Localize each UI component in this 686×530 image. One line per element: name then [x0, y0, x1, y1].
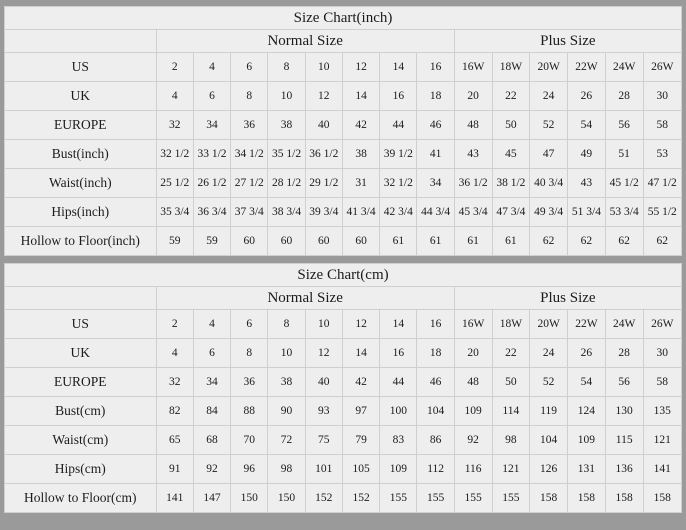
- cell: 59: [156, 227, 193, 256]
- cell: 36 1/2: [454, 169, 492, 198]
- cell: 10: [305, 310, 342, 339]
- cell: 109: [454, 397, 492, 426]
- row-label: Hips(cm): [5, 455, 156, 484]
- cell: 16: [417, 53, 454, 82]
- cell: 104: [417, 397, 454, 426]
- cell: 6: [231, 310, 268, 339]
- cell: 38 1/2: [492, 169, 530, 198]
- cell: 135: [643, 397, 681, 426]
- cell: 158: [530, 484, 568, 513]
- cell: 158: [605, 484, 643, 513]
- table-row: [5, 310, 681, 339]
- chart-title: Size Chart(cm): [5, 264, 681, 287]
- size-chart-cm-table: [5, 264, 681, 512]
- table-row: [5, 82, 681, 111]
- cell: 96: [231, 455, 268, 484]
- cell: 18W: [492, 310, 530, 339]
- row-label: EUROPE: [5, 368, 156, 397]
- cell: 10: [305, 53, 342, 82]
- cell: 126: [530, 455, 568, 484]
- table-row: [5, 368, 681, 397]
- cell: 22: [492, 339, 530, 368]
- cell: 61: [454, 227, 492, 256]
- cell: 32 1/2: [380, 169, 417, 198]
- cell: 30: [643, 339, 681, 368]
- cell: 53: [643, 140, 681, 169]
- cell: 16W: [454, 310, 492, 339]
- cell: 14: [380, 53, 417, 82]
- cell: 82: [156, 397, 193, 426]
- cell: 28: [605, 339, 643, 368]
- cell: 2: [156, 53, 193, 82]
- cell: 61: [492, 227, 530, 256]
- cell: 44: [380, 111, 417, 140]
- table-row: [5, 140, 681, 169]
- cell: 92: [193, 455, 230, 484]
- cell: 6: [193, 82, 230, 111]
- cell: 8: [268, 53, 305, 82]
- cell: 59: [193, 227, 230, 256]
- cell: 26: [568, 82, 606, 111]
- cell: 8: [268, 310, 305, 339]
- cell: 114: [492, 397, 530, 426]
- cell: 28: [605, 82, 643, 111]
- cell: 119: [530, 397, 568, 426]
- table-row: [5, 198, 681, 227]
- chart-title: Size Chart(inch): [5, 7, 681, 30]
- chart-title-row: [5, 7, 681, 30]
- cell: 84: [193, 397, 230, 426]
- cell: 60: [342, 227, 379, 256]
- row-label: Waist(inch): [5, 169, 156, 198]
- cell: 53 3/4: [605, 198, 643, 227]
- cell: 112: [417, 455, 454, 484]
- row-label: Hips(inch): [5, 198, 156, 227]
- cell: 46: [417, 111, 454, 140]
- cell: 16: [380, 82, 417, 111]
- table-row: [5, 339, 681, 368]
- cell: 42 3/4: [380, 198, 417, 227]
- cell: 61: [417, 227, 454, 256]
- row-label: Waist(cm): [5, 426, 156, 455]
- cell: 51 3/4: [568, 198, 606, 227]
- cell: 86: [417, 426, 454, 455]
- table-row: [5, 426, 681, 455]
- cell: 26W: [643, 310, 681, 339]
- cell: 35 1/2: [268, 140, 305, 169]
- cell: 25 1/2: [156, 169, 193, 198]
- cell: 38: [342, 140, 379, 169]
- cell: 20W: [530, 310, 568, 339]
- chart-group-row: [5, 30, 681, 53]
- group-row-spacer: [5, 287, 156, 310]
- group-header-plus: Plus Size: [454, 287, 681, 310]
- cell: 62: [568, 227, 606, 256]
- row-label: US: [5, 310, 156, 339]
- cell: 155: [492, 484, 530, 513]
- cell: 47: [530, 140, 568, 169]
- cell: 54: [568, 368, 606, 397]
- cell: 32: [156, 111, 193, 140]
- cell: 26: [568, 339, 606, 368]
- cell: 14: [342, 339, 379, 368]
- cell: 83: [380, 426, 417, 455]
- cell: 33 1/2: [193, 140, 230, 169]
- cell: 4: [156, 339, 193, 368]
- table-row: [5, 169, 681, 198]
- cell: 45: [492, 140, 530, 169]
- cell: 58: [643, 368, 681, 397]
- cell: 75: [305, 426, 342, 455]
- cell: 60: [305, 227, 342, 256]
- cell: 24: [530, 339, 568, 368]
- cell: 12: [342, 310, 379, 339]
- cell: 40: [305, 111, 342, 140]
- cell: 49 3/4: [530, 198, 568, 227]
- cell: 52: [530, 111, 568, 140]
- cell: 40 3/4: [530, 169, 568, 198]
- cell: 150: [268, 484, 305, 513]
- row-label: Hollow to Floor(cm): [5, 484, 156, 513]
- cell: 18: [417, 339, 454, 368]
- cell: 20: [454, 82, 492, 111]
- cell: 12: [305, 339, 342, 368]
- cell: 147: [193, 484, 230, 513]
- cell: 109: [568, 426, 606, 455]
- cell: 50: [492, 368, 530, 397]
- cell: 121: [492, 455, 530, 484]
- cell: 43: [568, 169, 606, 198]
- cell: 97: [342, 397, 379, 426]
- table-row: [5, 53, 681, 82]
- cell: 32 1/2: [156, 140, 193, 169]
- cell: 27 1/2: [231, 169, 268, 198]
- cell: 124: [568, 397, 606, 426]
- cell: 88: [231, 397, 268, 426]
- cell: 16W: [454, 53, 492, 82]
- cell: 4: [156, 82, 193, 111]
- size-chart-inch: [4, 6, 682, 256]
- cell: 38: [268, 111, 305, 140]
- row-label: UK: [5, 339, 156, 368]
- cell: 26 1/2: [193, 169, 230, 198]
- row-label: UK: [5, 82, 156, 111]
- cell: 136: [605, 455, 643, 484]
- row-label: Hollow to Floor(inch): [5, 227, 156, 256]
- cell: 22W: [568, 310, 606, 339]
- cell: 2: [156, 310, 193, 339]
- cell: 54: [568, 111, 606, 140]
- cell: 39 1/2: [380, 140, 417, 169]
- cell: 14: [342, 82, 379, 111]
- cell: 155: [380, 484, 417, 513]
- cell: 39 3/4: [305, 198, 342, 227]
- cell: 43: [454, 140, 492, 169]
- cell: 38 3/4: [268, 198, 305, 227]
- cell: 115: [605, 426, 643, 455]
- cell: 121: [643, 426, 681, 455]
- group-header-plus: Plus Size: [454, 30, 681, 53]
- cell: 14: [380, 310, 417, 339]
- cell: 98: [492, 426, 530, 455]
- cell: 20: [454, 339, 492, 368]
- table-row: [5, 227, 681, 256]
- cell: 100: [380, 397, 417, 426]
- cell: 22: [492, 82, 530, 111]
- cell: 58: [643, 111, 681, 140]
- row-label: US: [5, 53, 156, 82]
- cell: 45 3/4: [454, 198, 492, 227]
- cell: 98: [268, 455, 305, 484]
- cell: 62: [643, 227, 681, 256]
- cell: 155: [417, 484, 454, 513]
- cell: 10: [268, 82, 305, 111]
- cell: 48: [454, 111, 492, 140]
- cell: 16: [417, 310, 454, 339]
- cell: 4: [193, 53, 230, 82]
- chart-group-row: [5, 287, 681, 310]
- cell: 18: [417, 82, 454, 111]
- group-header-normal: Normal Size: [156, 30, 454, 53]
- table-row: [5, 397, 681, 426]
- cell: 130: [605, 397, 643, 426]
- cell: 30: [643, 82, 681, 111]
- cell: 42: [342, 368, 379, 397]
- cell: 36 1/2: [305, 140, 342, 169]
- cell: 61: [380, 227, 417, 256]
- cell: 34: [193, 368, 230, 397]
- cell: 62: [530, 227, 568, 256]
- cell: 34: [193, 111, 230, 140]
- cell: 35 3/4: [156, 198, 193, 227]
- cell: 31: [342, 169, 379, 198]
- cell: 8: [231, 82, 268, 111]
- cell: 41 3/4: [342, 198, 379, 227]
- cell: 72: [268, 426, 305, 455]
- cell: 41: [417, 140, 454, 169]
- cell: 36 3/4: [193, 198, 230, 227]
- cell: 65: [156, 426, 193, 455]
- cell: 60: [231, 227, 268, 256]
- cell: 150: [231, 484, 268, 513]
- cell: 8: [231, 339, 268, 368]
- cell: 60: [268, 227, 305, 256]
- cell: 32: [156, 368, 193, 397]
- cell: 6: [231, 53, 268, 82]
- cell: 34: [417, 169, 454, 198]
- cell: 42: [342, 111, 379, 140]
- cell: 56: [605, 368, 643, 397]
- cell: 49: [568, 140, 606, 169]
- cell: 158: [643, 484, 681, 513]
- cell: 152: [305, 484, 342, 513]
- table-row: [5, 484, 681, 513]
- table-row: [5, 111, 681, 140]
- cell: 116: [454, 455, 492, 484]
- cell: 50: [492, 111, 530, 140]
- cell: 10: [268, 339, 305, 368]
- cell: 93: [305, 397, 342, 426]
- chart-title-row: [5, 264, 681, 287]
- cell: 4: [193, 310, 230, 339]
- size-chart-cm: [4, 263, 682, 513]
- cell: 158: [568, 484, 606, 513]
- cell: 24W: [605, 53, 643, 82]
- row-label: Bust(cm): [5, 397, 156, 426]
- cell: 47 1/2: [643, 169, 681, 198]
- cell: 92: [454, 426, 492, 455]
- cell: 46: [417, 368, 454, 397]
- cell: 18W: [492, 53, 530, 82]
- cell: 68: [193, 426, 230, 455]
- cell: 20W: [530, 53, 568, 82]
- cell: 155: [454, 484, 492, 513]
- cell: 48: [454, 368, 492, 397]
- cell: 6: [193, 339, 230, 368]
- cell: 56: [605, 111, 643, 140]
- row-label: Bust(inch): [5, 140, 156, 169]
- cell: 131: [568, 455, 606, 484]
- cell: 51: [605, 140, 643, 169]
- group-header-normal: Normal Size: [156, 287, 454, 310]
- cell: 79: [342, 426, 379, 455]
- cell: 91: [156, 455, 193, 484]
- table-row: [5, 455, 681, 484]
- size-chart-inch-table: [5, 7, 681, 255]
- cell: 70: [231, 426, 268, 455]
- cell: 24: [530, 82, 568, 111]
- cell: 152: [342, 484, 379, 513]
- cell: 109: [380, 455, 417, 484]
- cell: 24W: [605, 310, 643, 339]
- cell: 22W: [568, 53, 606, 82]
- cell: 36: [231, 368, 268, 397]
- cell: 141: [643, 455, 681, 484]
- row-label: EUROPE: [5, 111, 156, 140]
- cell: 16: [380, 339, 417, 368]
- cell: 38: [268, 368, 305, 397]
- cell: 101: [305, 455, 342, 484]
- cell: 47 3/4: [492, 198, 530, 227]
- cell: 12: [305, 82, 342, 111]
- cell: 105: [342, 455, 379, 484]
- cell: 141: [156, 484, 193, 513]
- cell: 29 1/2: [305, 169, 342, 198]
- cell: 104: [530, 426, 568, 455]
- cell: 36: [231, 111, 268, 140]
- cell: 34 1/2: [231, 140, 268, 169]
- group-row-spacer: [5, 30, 156, 53]
- cell: 12: [342, 53, 379, 82]
- cell: 44 3/4: [417, 198, 454, 227]
- cell: 45 1/2: [605, 169, 643, 198]
- cell: 62: [605, 227, 643, 256]
- cell: 90: [268, 397, 305, 426]
- cell: 55 1/2: [643, 198, 681, 227]
- cell: 37 3/4: [231, 198, 268, 227]
- cell: 52: [530, 368, 568, 397]
- cell: 28 1/2: [268, 169, 305, 198]
- cell: 44: [380, 368, 417, 397]
- cell: 40: [305, 368, 342, 397]
- cell: 26W: [643, 53, 681, 82]
